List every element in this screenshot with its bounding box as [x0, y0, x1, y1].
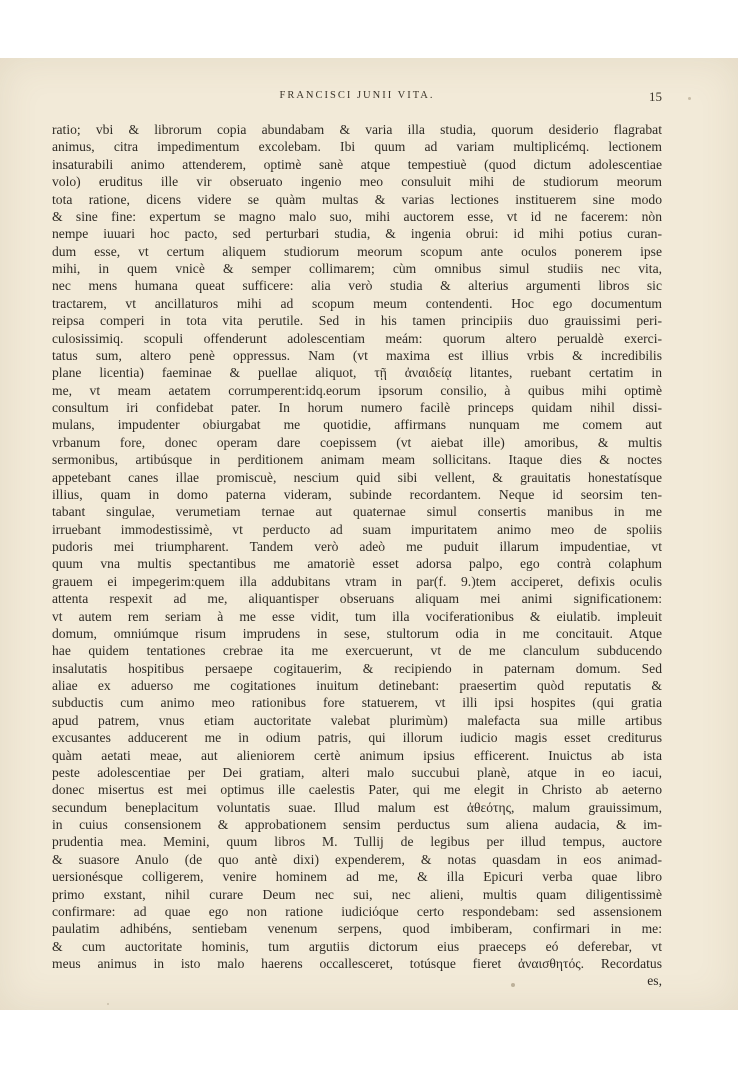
ink-speck — [511, 983, 515, 987]
text-line: reipsa comperi in tota vita perutile. Sed in his tamen principiis duo grauissimi peri- — [52, 313, 662, 329]
text-line: & suasore Anulo (de quo antè dixi) expenderem, & notas quasdam in eos animad- — [52, 851, 662, 867]
text-line: es, — [647, 973, 662, 989]
text-line: primo exstant, nihil curare Deum nec sui, nec alieni, multis quam diligentissimè — [52, 886, 662, 902]
text-line: ratio; vbi & librorum copia abundabam & varia illa studia, quorum desiderio flagrabat — [52, 122, 662, 137]
page-header — [52, 90, 662, 108]
text-line: insalutatis hospitibus persaepe cogitauerim, & recipiendo in paternam domum. Sed — [52, 660, 662, 676]
text-line: grauem ei impegerim:quem illa addubitans vtram in par(f. 9.)tem acciperet, defixis oculis — [52, 573, 662, 589]
text-line: sermonibus, artibúsque in perditionem animam meam sollicitans. Itaque dies & noctes — [52, 452, 662, 468]
text-line: vt autem rem seriam à me esse vidit, tum illa vociferationibus & eiulatib. impleuit — [52, 608, 662, 624]
text-line: dum esse, vt certum aliquem studiorum meorum scopum ante oculos ponerem ipse — [52, 243, 662, 259]
text-line: plane licentia) faeminae & puellae aliquot, τῇ ἀναιδείᾳ litantes, ruebant certatim in — [52, 365, 662, 381]
text-line: apud patrem, vnus etiam auctoritate valebat plurimùm) malefacta sua mille artibus — [52, 712, 662, 728]
text-line: vrbanum fore, donec operam dare coepissem (vt aiebat ille) amoribus, & multis — [52, 434, 662, 450]
text-line: consultum iri confidebat pater. In horum numero facilè princeps quidam nihil dissi- — [52, 400, 662, 415]
text-line: tabant singulae, verumetiam ternae aut quaternae simul consertis manibus in me — [52, 504, 662, 520]
text-line: irruebant immodestissimè, vt perducto ad suam impuritatem animo meo de spoliis — [52, 521, 662, 537]
ink-speck — [688, 97, 691, 100]
text-line: excusantes adducerent me in odium patris, qui illorum iudicio magis esset crediturus — [52, 730, 662, 746]
text-line: animus, citra impedimentum excolebam. Ibi quum ad variam multiplicémq. lectionem — [52, 139, 662, 155]
text-line: tota ratione, dicens videre se quàm multas & varias lectiones instituerem sine modo — [52, 191, 662, 207]
text-line: quàm aetati meae, aut alieniorem certè animum ipsius efficerent. Inuictus ab ista — [52, 747, 662, 763]
text-line: volo) eruditus ille vir obseruato ingenio meo consuluit mihi de studiorum meorum — [52, 174, 662, 190]
running-head: FRANCISCI JUNII VITA. — [279, 90, 435, 101]
text-line: uersionésque colligerem, venire hominem ad me, & illa Epicuri verba quae libro — [52, 869, 662, 885]
text-line: prudentia mea. Memini, quum libros M. Tullij de legibus per illud tempus, auctore — [52, 834, 662, 850]
text-line: mihi, in quem vnicè & semper collimarem; cùm omnibus simul studiis nec vita, — [52, 261, 662, 276]
text-line: tatus sum, altero penè oppressus. Nam (vt maxima est illius vrbis & incredibilis — [52, 347, 662, 363]
text-line: illius, quam in domo paterna videram, subinde recordantem. Neque id seorsim ten- — [52, 486, 662, 502]
text-line: insaturabili animo attenderem, optimè sanè atque tempestiuè (quod dictum adolescentiae — [52, 156, 662, 172]
text-line: confirmare: ad quae ego non ratione iudiciόque certo respondebam: sed assensionem — [52, 903, 662, 919]
text-line: nempe iuuari hoc pacto, sed perturbari studia, & ingenia obrui: id mihi potius curan- — [52, 226, 662, 242]
text-line: appetebant canes illae promiscuè, nescium quid sibi vellent, & grauitatis honestatísque — [52, 469, 662, 485]
text-line: subductis cum animo meo rationibus fore statuerem, vt illi ipsi hospites (qui gratia — [52, 695, 662, 711]
text-line: meus animus in isto malo haerens occallesceret, totúsque fieret ἀναισθητός. Recordatus — [52, 956, 662, 971]
body-text — [52, 121, 662, 990]
text-line: in cuius consensionem & approbationem sensim perductus sum aliena audacia, & im- — [52, 817, 662, 832]
text-line: peste adolescentiae per Dei gratiam, alteri malo succubui planè, atque in eo iacui, — [52, 764, 662, 780]
text-line: aliae ex aduerso me cogitationes inuitum detinebant: praesertim quòd reputatis & — [52, 678, 662, 693]
text-line: domum, omniúmque risum imprudens in sese, stultorum odia in me concitauit. Atque — [52, 625, 662, 641]
text-line: & cum auctoritate hominis, tum argutiis dictorum eius praeceps eó deferebar, vt — [52, 938, 662, 954]
text-line: & sine fine: expertum se magno malo suo, mihi auctorem esse, vt id ne facerem: nòn — [52, 208, 662, 224]
text-line: tractarem, vt ancillaturos mihi ad scopum meum contendenti. Hoc ego documentum — [52, 295, 662, 311]
text-line: paulatim adhibéns, sentiebam venenum serpens, quod imbiberam, confirmari in me: — [52, 921, 662, 937]
text-line: donec misertus est mei optimus ille caelestis Pater, qui me elegit in Christo ab aeterno — [52, 782, 662, 798]
text-line: me, vt meam aetatem corrumperent:idq.eorum ipsorum consilio, à quibus mihi optimè — [52, 382, 662, 398]
ink-speck — [107, 1003, 109, 1005]
text-line: nec mens humana queat sufficere: alia verò studia & alterius argumenti libros sic — [52, 278, 662, 294]
text-line: hae quidem tentationes crebrae ita me exercuerunt, vt de me clanculum subducendo — [52, 643, 662, 659]
text-line: pudoris mei triumpharent. Tandem verò adeò me puduit illarum impudentiae, vt — [52, 539, 662, 554]
text-line: quum vna multis spectantibus me amatoriè esset adorsa palpo, ego contrà colaphum — [52, 556, 662, 572]
text-line: mulans, impudenter obiurgabat me quotidie, affirmans nunquam me comem aut — [52, 417, 662, 433]
text-line: secundum beneplacitum voluntatis suae. Illud malum est ἀθεότης, malum grauissimum, — [52, 799, 662, 815]
text-line: attenta respexit ad me, aliquantisper obseruans aliquam mei animi significationem: — [52, 591, 662, 607]
text-line: culosissimiq. scopuli offenderunt adolescentiam meám: quorum altero perualdè exerci- — [52, 330, 662, 346]
page-number: 15 — [649, 89, 662, 104]
